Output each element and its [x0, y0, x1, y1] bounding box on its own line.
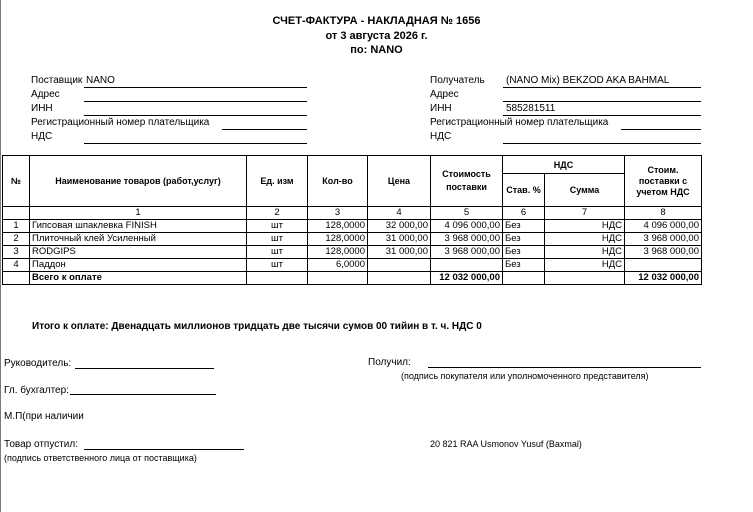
- col-header-rate: Став. %: [503, 174, 545, 207]
- col-header-nds: НДС: [503, 156, 625, 174]
- invoice-date: от 3 августа 2026 г.: [325, 30, 428, 42]
- row-qty: 128,0000: [308, 246, 368, 259]
- table-row: [3, 233, 702, 246]
- head-label: Руководитель:: [4, 358, 72, 369]
- row-unit: шт: [247, 246, 308, 259]
- row-rate: Без: [503, 259, 545, 272]
- supplier-address-line: [84, 101, 307, 102]
- released-label: Товар отпустил:: [4, 439, 78, 450]
- row-num: 3: [3, 246, 30, 259]
- row-num: 4: [3, 259, 30, 272]
- total-label: Всего к оплате: [30, 272, 247, 285]
- row-num: 1: [3, 220, 30, 233]
- supplier-inn-label: ИНН: [31, 103, 53, 114]
- invoice-title: СЧЕТ-ФАКТУРА - НАКЛАДНАЯ № 1656: [272, 15, 481, 27]
- col-header-name: Наименование товаров (работ,услуг): [30, 156, 247, 207]
- col-header-price: Цена: [368, 156, 431, 207]
- recipient-nds-label: НДС: [430, 131, 452, 142]
- row-price: [368, 259, 431, 272]
- row-cost: 3 968 000,00: [431, 246, 503, 259]
- col-number: 5: [431, 207, 503, 220]
- recipient-address-line: [503, 101, 701, 102]
- row-price: 31 000,00: [368, 233, 431, 246]
- recipient-line: [503, 87, 701, 88]
- row-name: Гипсовая шпаклевка FINISH: [30, 220, 247, 233]
- recipient-reg-line: [621, 129, 701, 130]
- total-with-nds: 12 032 000,00: [625, 272, 702, 285]
- page-left-border: [0, 0, 1, 512]
- row-qty: 6,0000: [308, 259, 368, 272]
- row-qty: 128,0000: [308, 220, 368, 233]
- table-row: [3, 220, 702, 233]
- receiver-name: 20 821 RAA Usmonov Yusuf (Baxmal): [430, 439, 582, 449]
- col-header-sum: Сумма: [545, 174, 625, 207]
- supplier-nds-label: НДС: [31, 131, 53, 142]
- row-unit: шт: [247, 233, 308, 246]
- col-header-qty: Кол-во: [308, 156, 368, 207]
- row-cost: [431, 259, 503, 272]
- col-number: 7: [545, 207, 625, 220]
- column-number-row: [3, 207, 702, 220]
- head-signature-line: [75, 368, 214, 369]
- col-number: 1: [30, 207, 247, 220]
- table-row: [3, 246, 702, 259]
- invoice-po: по: NANO: [350, 44, 403, 56]
- supplier-nds-line: [84, 143, 307, 144]
- supplier-address-label: Адрес: [31, 89, 60, 100]
- supplier-value: NANO: [86, 75, 115, 86]
- row-total: 3 968 000,00: [625, 246, 702, 259]
- row-sum: НДС: [545, 220, 625, 233]
- row-sum: НДС: [545, 259, 625, 272]
- table-row: [3, 259, 702, 272]
- row-rate: Без: [503, 220, 545, 233]
- row-unit: шт: [247, 220, 308, 233]
- total-row: [3, 272, 702, 285]
- supplier-line: [84, 87, 307, 88]
- recipient-reg-label: Регистрационный номер плательщика: [430, 117, 609, 128]
- recipient-address-label: Адрес: [430, 89, 459, 100]
- row-rate: Без: [503, 233, 545, 246]
- supplier-inn-line: [84, 115, 307, 116]
- row-qty: 128,0000: [308, 233, 368, 246]
- row-cost: 3 968 000,00: [431, 233, 503, 246]
- released-note: (подпись ответственного лица от поставщика): [4, 453, 197, 463]
- row-cost: 4 096 000,00: [431, 220, 503, 233]
- row-name: Плиточный клей Усиленный: [30, 233, 247, 246]
- row-total: [625, 259, 702, 272]
- total-cost: 12 032 000,00: [431, 272, 503, 285]
- accountant-signature-line: [70, 394, 216, 395]
- received-signature-line: [428, 367, 701, 368]
- recipient-inn-value: 585281511: [506, 103, 556, 114]
- recipient-inn-line: [503, 115, 701, 116]
- row-rate: Без: [503, 246, 545, 259]
- row-name: RODGIPS: [30, 246, 247, 259]
- released-signature-line: [84, 449, 244, 450]
- row-unit: шт: [247, 259, 308, 272]
- recipient-label: Получатель: [430, 75, 485, 86]
- supplier-reg-label: Регистрационный номер плательщика: [31, 117, 210, 128]
- col-number: 3: [308, 207, 368, 220]
- row-total: 3 968 000,00: [625, 233, 702, 246]
- payment-summary: Итого к оплате: Двенадцать миллионов тридцать две тысячи сумов 00 тийин в т. ч. НДС 0: [32, 321, 482, 332]
- supplier-reg-line: [222, 129, 307, 130]
- col-header-num: №: [3, 156, 30, 207]
- row-name: Паддон: [30, 259, 247, 272]
- col-number: 6: [503, 207, 545, 220]
- col-header-cost: Стоимость поставки: [431, 156, 503, 207]
- received-note: (подпись покупателя или уполномоченного представителя): [401, 371, 649, 381]
- col-number: 2: [247, 207, 308, 220]
- row-num: 2: [3, 233, 30, 246]
- invoice-table: [2, 155, 702, 285]
- row-sum: НДС: [545, 246, 625, 259]
- col-header-total-with-nds: Стоим. поставки с учетом НДС: [625, 156, 702, 207]
- accountant-label: Гл. бухгалтер:: [4, 385, 69, 396]
- row-price: 31 000,00: [368, 246, 431, 259]
- row-price: 32 000,00: [368, 220, 431, 233]
- stamp-label: М.П(при наличии: [4, 411, 84, 422]
- received-label: Получил:: [368, 357, 411, 368]
- row-total: 4 096 000,00: [625, 220, 702, 233]
- row-sum: НДС: [545, 233, 625, 246]
- supplier-label: Поставщик: [31, 75, 83, 86]
- col-number: 8: [625, 207, 702, 220]
- recipient-value: (NANO Mix) BEKZOD AKA BAHMAL: [506, 75, 670, 86]
- col-header-unit: Ед. изм: [247, 156, 308, 207]
- recipient-inn-label: ИНН: [430, 103, 452, 114]
- col-number: 4: [368, 207, 431, 220]
- recipient-nds-line: [503, 143, 701, 144]
